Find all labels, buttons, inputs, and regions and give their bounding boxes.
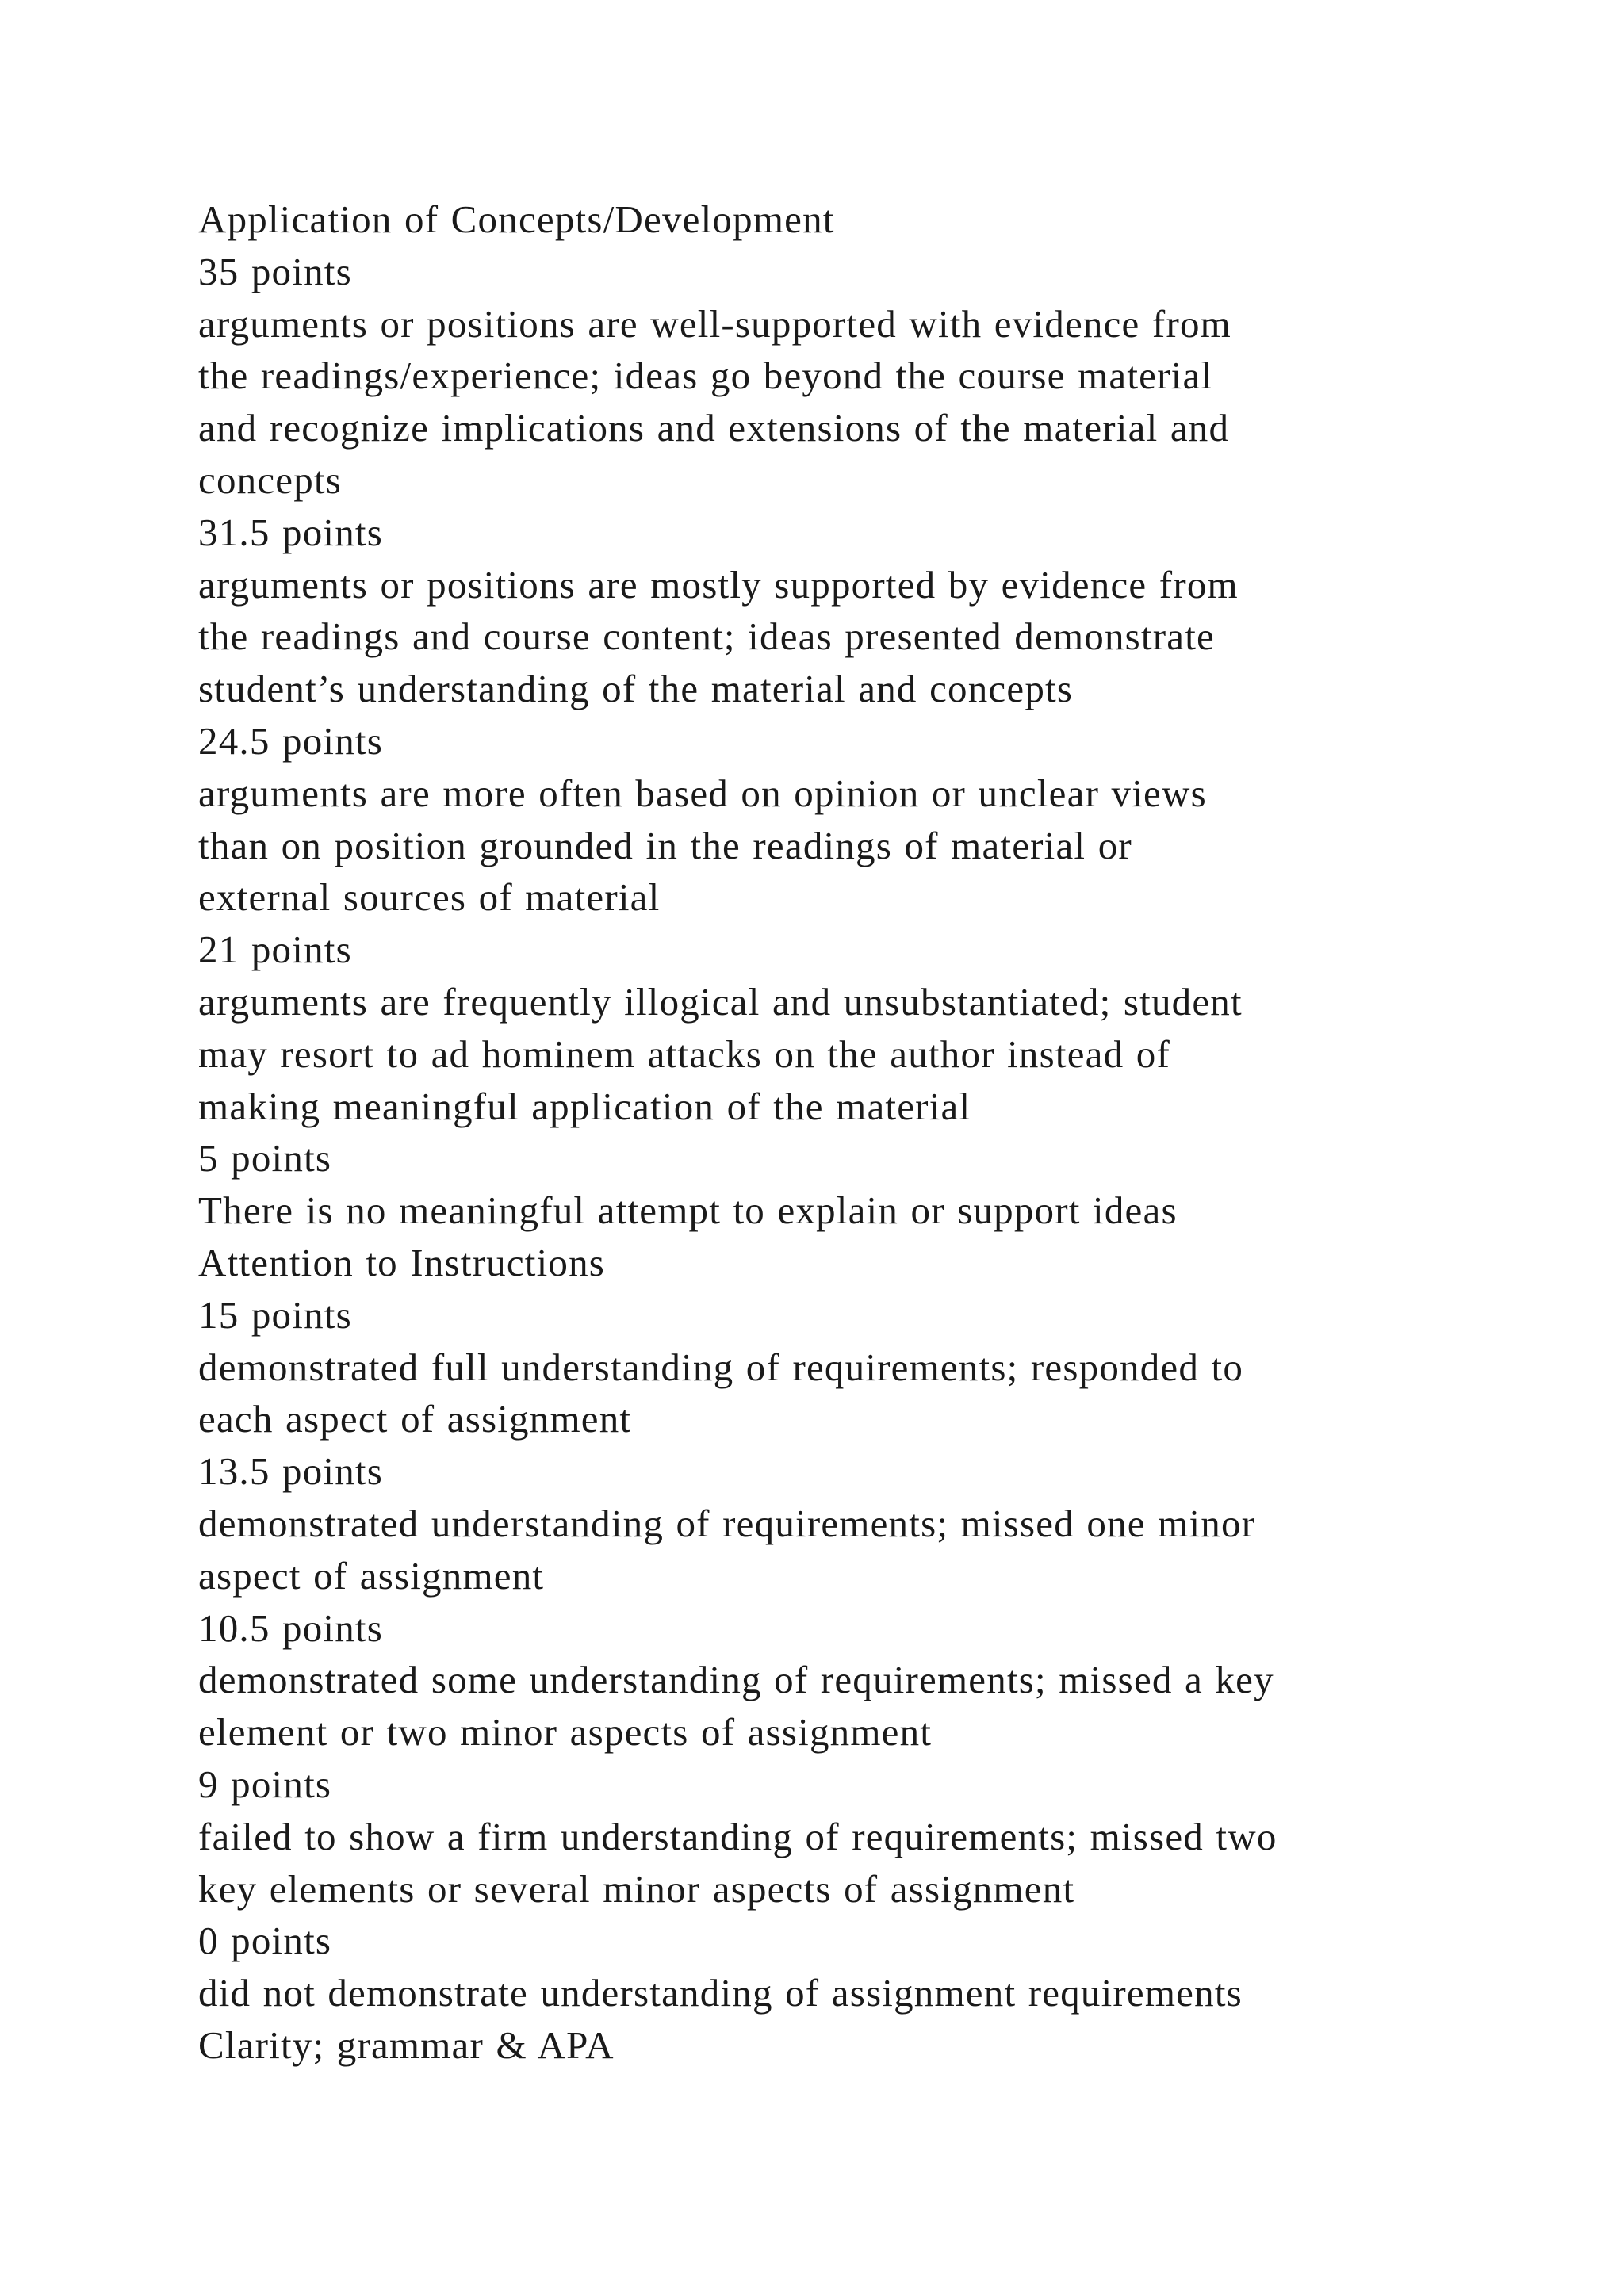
text-line: arguments are frequently illogical and unsubstantiated; student: [198, 979, 1243, 1024]
text-line: There is no meaningful attempt to explain or support ideas: [198, 1188, 1178, 1233]
text-line: failed to show a firm understanding of requirements; missed two: [198, 1814, 1277, 1858]
points-label: 21 points: [198, 928, 352, 972]
text-line: each aspect of assignment: [198, 1397, 632, 1441]
text-line: arguments are more often based on opinion or unclear views: [198, 771, 1207, 815]
text-line: external sources of material: [198, 875, 661, 920]
text-line: concepts: [198, 457, 343, 502]
text-line: demonstrated understanding of requirements; missed one minor: [198, 1501, 1256, 1545]
text-line: than on position grounded in the readings of material or: [198, 823, 1132, 867]
points-label: 24.5 points: [198, 718, 383, 763]
text-line: the readings/experience; ideas go beyond the course material: [198, 354, 1213, 398]
points-label: 31.5 points: [198, 510, 383, 554]
text-line: demonstrated some understanding of requirements; missed a key: [198, 1658, 1274, 1702]
points-label: 10.5 points: [198, 1605, 383, 1650]
document-body: [198, 193, 1515, 2072]
points-label: 5 points: [198, 1136, 332, 1181]
text-line: and recognize implications and extensions of the material and: [198, 406, 1230, 450]
text-line: may resort to ad hominem attacks on the author instead of: [198, 1031, 1170, 1076]
text-line: demonstrated full understanding of requirements; responded to: [198, 1345, 1244, 1389]
points-label: 13.5 points: [198, 1449, 383, 1494]
text-line: arguments or positions are mostly supported by evidence from: [198, 562, 1239, 607]
points-label: 35 points: [198, 249, 352, 293]
criterion-heading-clarity: Clarity; grammar & APA: [198, 2022, 615, 2067]
criterion-heading-application: Application of Concepts/Development: [198, 197, 835, 241]
text-line: student’s understanding of the material and concepts: [198, 667, 1074, 711]
points-label: 15 points: [198, 1292, 352, 1337]
text-line: key elements or several minor aspects of assignment: [198, 1866, 1075, 1911]
text-line: element or two minor aspects of assignment: [198, 1710, 933, 1755]
text-line: did not demonstrate understanding of assignment requirements: [198, 1971, 1243, 2015]
criterion-heading-instructions: Attention to Instructions: [198, 1240, 606, 1284]
points-label: 9 points: [198, 1762, 332, 1806]
text-line: making meaningful application of the material: [198, 1084, 971, 1128]
text-line: aspect of assignment: [198, 1553, 545, 1598]
text-line: the readings and course content; ideas presented demonstrate: [198, 614, 1215, 659]
text-line: arguments or positions are well-supported with evidence from: [198, 301, 1231, 346]
points-label: 0 points: [198, 1919, 332, 1963]
